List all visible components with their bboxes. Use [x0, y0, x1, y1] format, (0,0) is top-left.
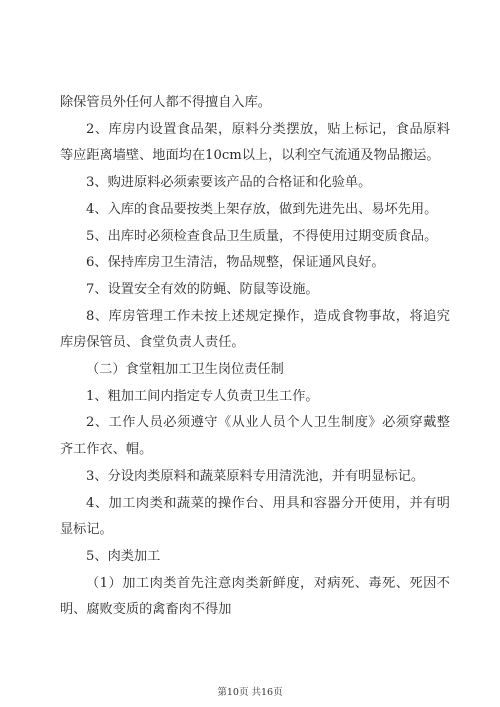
paragraph: 除保管员外任何人都不得擅自入库。 [60, 95, 271, 110]
paragraph: 3、购进原料必须索要该产品的合格证和化验单。 [86, 175, 372, 191]
page-number: 第10页 共16页 [217, 687, 283, 698]
paragraph: （1）加工肉类首先注意肉类新鲜度，对病死、毒死、死因不明、腐败变质的禽畜肉不得加 [60, 575, 450, 618]
paragraph: 4、入库的食品要按类上架存放，做到先进先出、易坏先用。 [86, 201, 438, 217]
paragraph: 4、加工肉类和蔬菜的操作台、用具和容器分开使用，并有明显标记。 [60, 495, 450, 538]
subsection-heading: 5、肉类加工 [86, 548, 161, 564]
paragraph: 2、库房内设置食品架，原料分类摆放，贴上标记，食品原料等应距离墙壁、地面均在10cm以上，以利空气流通及物品搬运。 [60, 121, 450, 164]
paragraph: 5、出库时必须检查食品卫生质量，不得使用过期变质食品。 [86, 228, 438, 244]
paragraph: 2、工作人员必须遵守《从业人员个人卫生制度》必须穿戴整齐工作衣、帽。 [60, 415, 450, 458]
section-heading: （二）食堂粗加工卫生岗位责任制 [86, 362, 284, 378]
paragraph: 1、粗加工间内指定专人负责卫生工作。 [86, 388, 319, 404]
paragraph: 7、设置安全有效的防蝇、防鼠等设施。 [86, 281, 319, 297]
paragraph: 6、保持库房卫生清洁，物品规整，保证通风良好。 [86, 255, 385, 271]
paragraph: 3、分设肉类原料和蔬菜原料专用清洗池，并有明显标记。 [86, 468, 425, 484]
document-body [60, 90, 450, 624]
paragraph: 8、库房管理工作未按上述规定操作，造成食物事故，将追究库房保管员、食堂负责人责任。 [60, 308, 450, 351]
